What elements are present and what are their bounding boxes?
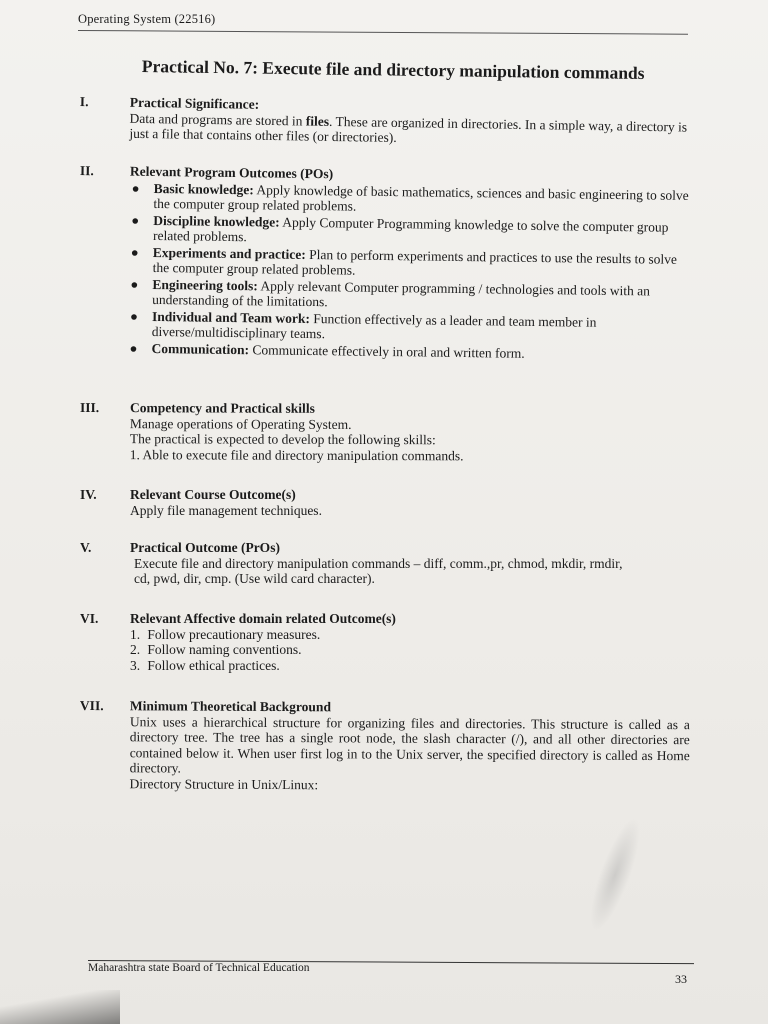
practical-title: Practical No. 7: Execute file and directory manipulation commands <box>141 56 645 84</box>
bullet-icon: ● <box>129 340 138 356</box>
scan-edge-shadow <box>0 990 120 1024</box>
list-item: 3. Follow ethical practices. <box>130 657 280 673</box>
affective-list <box>130 627 690 674</box>
bullet-icon: ● <box>129 308 138 324</box>
section-text: Manage operations of Operating System. <box>129 415 352 432</box>
page-number: 33 <box>675 972 687 986</box>
section-program-outcomes <box>77 163 689 364</box>
section-text: Execute file and directory manipulation commands – diff, comm.,pr, chmod, mkdir, rmdir, cd, pwd, dir, cmp. (Use wild card character). <box>134 555 623 586</box>
list-item: ● Experiments and practice: Plan to perform experiments and practices to use the results to solve the computer group related problems. <box>130 244 678 278</box>
header-rule <box>78 30 688 35</box>
section-numeral: VI. <box>80 611 99 626</box>
section-practical-outcome <box>80 540 690 587</box>
list-item: ● Individual and Team work: Function effectively as a leader and team member in diverse/multidisciplinary teams. <box>129 308 597 342</box>
section-numeral: IV. <box>80 487 97 502</box>
section-heading: Practical Significance: <box>129 94 260 112</box>
list-item: ● Discipline knowledge: Apply Computer Programming knowledge to solve the computer group related problems. <box>131 212 669 245</box>
section-text: Apply file management techniques. <box>130 502 322 518</box>
bullet-icon: ● <box>130 244 139 260</box>
outcome-list <box>127 180 689 363</box>
section-heading: Competency and Practical skills <box>129 400 315 416</box>
list-item: ● Communication: Communicate effectively in oral and written form. <box>129 340 525 361</box>
section-course-outcomes <box>80 487 690 518</box>
section-text: 1. Able to execute file and directory manipulation commands. <box>129 446 464 463</box>
footer-board: Maharashtra state Board of Technical Education <box>88 962 310 974</box>
list-item: ● Basic knowledge: Apply knowledge of basic mathematics, sciences and basic engineering to solve the computer group related problems. <box>131 180 689 214</box>
list-item: 2. Follow naming conventions. <box>130 642 302 657</box>
bullet-icon: ● <box>130 276 139 292</box>
section-heading: Relevant Course Outcome(s) <box>130 487 296 502</box>
section-numeral: I. <box>79 94 89 110</box>
section-text: Data and programs are stored in files. These are organized in directories. In a simple way, a directory is just a file that contains other files (or directories). <box>129 110 688 145</box>
section-numeral: III. <box>79 400 100 416</box>
section-text: Unix uses a hierarchical structure for organizing files and directories. This structure is called as a directory tree. The tree has a single root node, the slash character (/), and all other directories are contained below it. When user first log in to the Unix server, the specified directory is called as Home directory. <box>129 713 690 776</box>
section-numeral: V. <box>80 540 92 555</box>
list-item: 1. Follow precautionary measures. <box>130 626 321 642</box>
section-practical-significance <box>79 94 690 150</box>
section-text: The practical is expected to develop the following skills: <box>129 431 436 448</box>
bullet-icon: ● <box>131 180 140 196</box>
section-numeral: II. <box>79 163 94 179</box>
section-numeral: VII. <box>79 698 104 714</box>
section-theoretical-background <box>80 698 690 794</box>
scan-smudge <box>580 813 649 936</box>
section-heading: Practical Outcome (PrOs) <box>130 540 280 555</box>
running-header: Operating System (22516) <box>78 12 216 26</box>
section-heading: Relevant Program Outcomes (POs) <box>129 163 334 182</box>
section-affective-outcomes <box>80 611 690 673</box>
bullet-icon: ● <box>131 212 140 228</box>
list-item: ● Engineering tools: Apply relevant Computer programming / technologies and tools with an understanding of the limitations. <box>130 276 651 310</box>
section-heading: Relevant Affective domain related Outcome(s) <box>130 611 396 626</box>
section-text: Directory Structure in Unix/Linux: <box>129 775 319 792</box>
section-competency <box>80 400 690 464</box>
section-heading: Minimum Theoretical Background <box>129 698 332 715</box>
